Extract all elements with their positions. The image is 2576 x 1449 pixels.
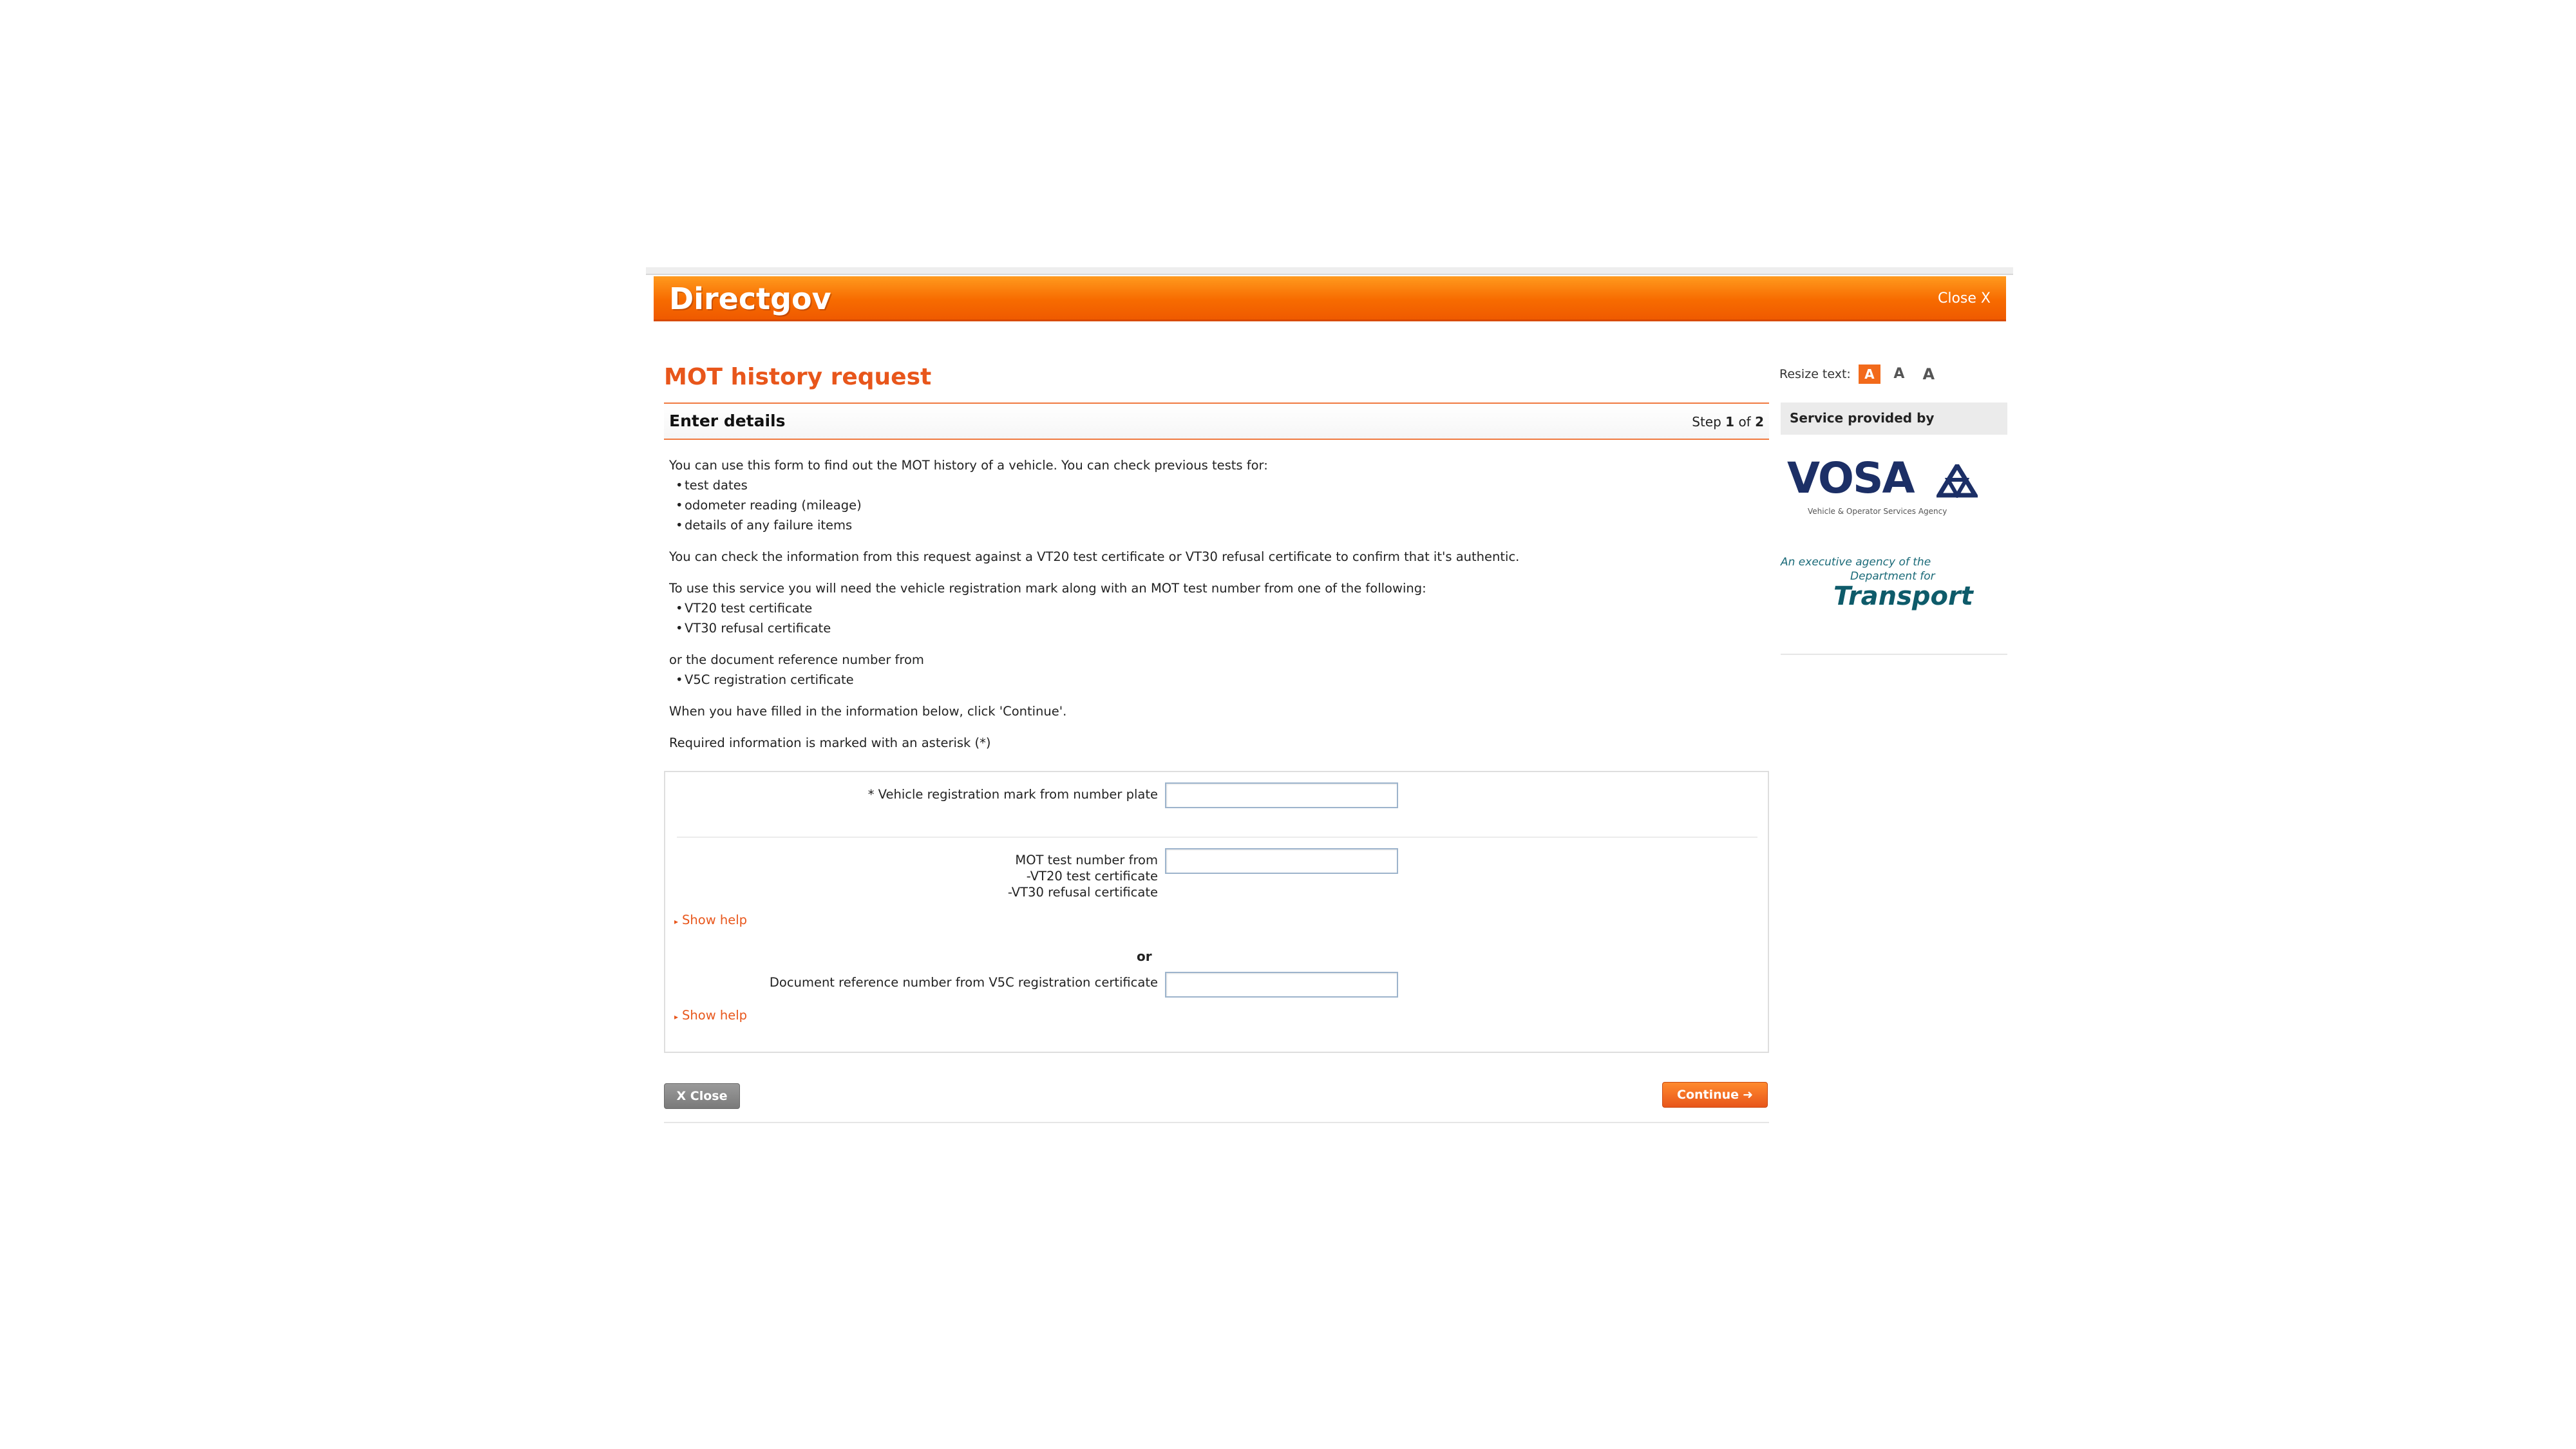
vosa-wordmark: VOSA <box>1787 453 1914 503</box>
vosa-triangle-emblem-icon <box>1937 464 1978 498</box>
mot-label-line: -VT30 refusal certificate <box>1007 885 1158 900</box>
list-item: • VT30 refusal certificate <box>669 618 1764 638</box>
directgov-logo[interactable]: Directgov <box>669 281 831 316</box>
list-item: • V5C registration certificate <box>669 670 1764 690</box>
show-help-link-mot[interactable] <box>674 913 747 927</box>
intro-paragraph: or the document reference number from <box>669 652 924 667</box>
vosa-subtitle: Vehicle & Operator Services Agency <box>1808 507 1947 516</box>
step-title: Enter details <box>669 412 786 430</box>
details-form <box>664 771 1769 1053</box>
mot-label <box>678 852 1158 900</box>
list-item: • details of any failure items <box>669 515 1764 535</box>
mot-label-line: -VT20 test certificate <box>1026 869 1158 884</box>
continue-label: Continue <box>1677 1088 1739 1102</box>
form-bottom-divider <box>664 1122 1769 1123</box>
step-indicator <box>1692 414 1764 430</box>
list-item: • odometer reading (mileage) <box>669 495 1764 515</box>
intro-paragraph: You can check the information from this request against a VT20 test certificate or VT30 refusal certificate to confirm that it's authentic. <box>669 549 1520 564</box>
close-button[interactable]: X Close <box>664 1083 740 1109</box>
dft-line: Department for <box>1850 570 1935 583</box>
show-help-label: Show help <box>682 913 747 927</box>
required-note: Required information is marked with an asterisk (*) <box>669 735 991 750</box>
dft-logo[interactable] <box>1781 556 1974 620</box>
resize-text-controls <box>1779 363 1947 386</box>
site-header <box>654 276 2006 321</box>
mot-label-line: MOT test number from <box>1015 853 1158 867</box>
test-info-list <box>669 475 1764 535</box>
window-top-border <box>646 267 2013 275</box>
resize-text-small-button[interactable]: A <box>1859 365 1880 384</box>
arrow-right-icon: ▸ <box>674 1012 679 1021</box>
vrm-label: * Vehicle registration mark from number plate <box>867 787 1158 802</box>
vrm-input[interactable] <box>1165 782 1398 808</box>
popup-window <box>646 267 2013 1130</box>
intro-text <box>669 455 1764 764</box>
sidebar-divider <box>1781 654 2007 655</box>
certificate-list <box>669 598 1764 638</box>
show-help-link-docref[interactable] <box>674 1008 747 1023</box>
dft-transport-wordmark: Transport <box>1833 582 1973 611</box>
mot-test-number-input[interactable] <box>1165 848 1398 874</box>
intro-paragraph: To use this service you will need the vehicle registration mark along with an MOT test number from one of the following: <box>669 581 1426 596</box>
header-close-link[interactable]: Close X <box>1938 290 1991 307</box>
form-divider <box>677 837 1757 838</box>
page-title: MOT history request <box>664 364 932 390</box>
step-current: 1 <box>1725 414 1735 430</box>
arrow-right-icon: ▸ <box>674 917 679 926</box>
list-item: • test dates <box>669 475 1764 495</box>
intro-paragraph: You can use this form to find out the MOT history of a vehicle. You can check previous tests for: <box>669 458 1268 473</box>
resize-text-label: Resize text: <box>1779 367 1851 381</box>
step-of: of <box>1738 414 1751 430</box>
step-prefix: Step <box>1692 414 1721 430</box>
step-total: 2 <box>1755 414 1764 430</box>
show-help-label: Show help <box>682 1008 747 1023</box>
document-reference-input[interactable] <box>1165 972 1398 998</box>
sidebar-heading: Service provided by <box>1781 402 2007 435</box>
resize-text-large-button[interactable]: A <box>1922 365 1935 383</box>
document-list <box>669 670 1764 690</box>
resize-text-medium-button[interactable]: A <box>1893 366 1905 382</box>
docref-label: Document reference number from V5C registration certificate <box>769 975 1158 990</box>
continue-button[interactable] <box>1662 1082 1768 1108</box>
intro-paragraph: When you have filled in the information below, click 'Continue'. <box>669 704 1067 719</box>
arrow-right-icon: ➜ <box>1743 1088 1753 1102</box>
dft-line: An executive agency of the <box>1781 556 1931 569</box>
list-item: • VT20 test certificate <box>669 598 1764 618</box>
or-separator: or <box>1137 949 1152 964</box>
vosa-logo[interactable] <box>1787 455 1987 526</box>
step-bar <box>664 402 1769 440</box>
